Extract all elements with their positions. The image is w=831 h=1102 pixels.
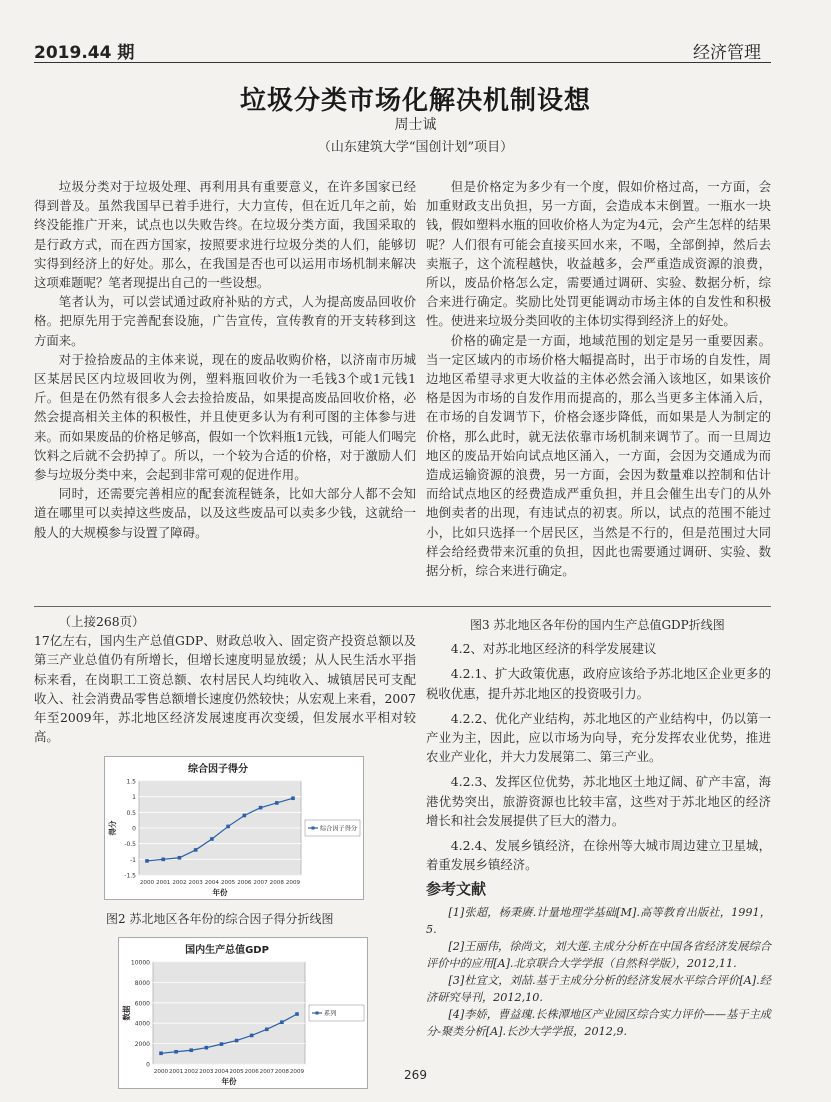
reference-item: [1]张超，杨秉赓.计量地理学基础[M].高等教育出版社，1991，5. [426, 905, 771, 936]
x-tick-label: 2003 [188, 880, 203, 887]
y-tick-label: 1.5 [126, 778, 136, 786]
suggestion: 4.2.1、扩大政策优惠，政府应该给予苏北地区企业更多的税收优惠，提升苏北地区的投资吸引力。 [426, 666, 771, 701]
data-point [189, 1048, 193, 1052]
paragraph: 对于捡拾废品的主体来说，现在的废品收购价格，以济南市历城区某居民区内垃圾回收为例，塑料瓶回收价为一毛钱3个或1元钱1斤。但是在仍然有很多人会去捡拾废品，如果提高废品回收价格，必然会提高相关主体的积极性，并且使更多认为有利可图的主体参与进来。而如果废品的价格足够高，假如一个饮料瓶1元钱，可能人们喝完饮料之后就不会扔掉了。所以，一个较为合适的价格，对于激励人们参与垃圾分类中来，会起到非常可观的促进作用。 [34, 351, 416, 483]
x-tick-label: 2006 [244, 1068, 259, 1075]
x-tick-label: 2007 [259, 1068, 274, 1075]
section-label: 经济管理 [693, 43, 761, 63]
data-point [265, 1027, 269, 1031]
suggestion: 4.2.4、发展乡镇经济，在徐州等大城市周边建立卫星城，着重发展乡镇经济。 [426, 838, 771, 873]
legend-marker [312, 827, 315, 830]
data-point [280, 1020, 284, 1024]
x-tick-label: 2000 [153, 1068, 169, 1075]
data-point [178, 856, 182, 860]
y-axis-label: 数据 [122, 1005, 131, 1021]
x-tick-label: 2005 [220, 880, 236, 887]
data-point [145, 860, 149, 864]
suggestion: 4.2.3、发挥区位优势，苏北地区土地辽阔、矿产丰富，海港优势突出，旅游资源也比较丰富，这些对于苏北地区的经济增长和社会发展提供了巨大的潜力。 [426, 774, 771, 828]
x-tick-label: 2000 [139, 880, 155, 887]
references-heading: 参考文献 [426, 880, 487, 899]
chart-title: 综合因子得分 [188, 764, 248, 776]
y-tick-label: 0 [146, 1061, 150, 1069]
reference-item: [4]李娇，曹益瑰.长株潭地区产业园区综合实力评价——基于主成分-聚类分析[A].长沙大学学报，2012,9. [426, 1007, 771, 1038]
paragraph: 17亿左右，国内生产总值GDP、财政总收入、固定资产投资总额以及第三产业总值仍有所增长，但增长速度明显放缓；从人民生活水平指标来看，在岗职工工资总额、农村居民人均纯收入、城镇居民可支配收入、社会消费品零售总额增长速度仍然较快；从宏观上来看，2007年至2009年，苏北地区经济发展速度再次变缓，但发展水平相对较高。 [34, 633, 416, 745]
section-4-column [426, 616, 771, 1040]
data-point [194, 849, 198, 853]
data-point [291, 797, 295, 801]
paragraph: 价格的确定是一方面，地域范围的划定是另一重要因素。当一定区域内的市场价格大幅提高时，出于市场的自发性，周边地区希望寻求更大收益的主体必然会涌入该地区，如果该价格是因为市场的自发作用而提高的，那么当更多主体涌入后，在市场的自发调节下，价格会逐步降低，而如果是人为制定的价格，那么此时，就无法依靠市场机制来调节了。而一旦周边地区的废品开始向试点地区涌入，一方面，会因为交通成为而造成运输资源的浪费，另一方面，会因为数量难以控制和估计而给试点地区的经费造成严重负担，并且会催生出专门的从外地倒卖者的出现，有违试点的初衷。所以，试点的范围不能过小，比如只选择一个居民区，当然是不行的，但是范围过大同样会给经费带来沉重的负担，因此也需要通过调研、实验、数据分析，综合来进行确定。 [426, 332, 771, 579]
y-tick-label: 2000 [134, 1040, 150, 1048]
chart-title: 国内生产总值GDP [185, 944, 269, 956]
y-tick-label: -1 [130, 857, 136, 865]
x-tick-label: 2005 [229, 1068, 244, 1075]
legend-label: 系列 [324, 1010, 337, 1018]
page-number: 269 [404, 1068, 427, 1082]
y-tick-label: -0.5 [124, 841, 136, 849]
data-point [235, 1039, 239, 1043]
data-point [161, 858, 165, 862]
y-tick-label: 4000 [134, 1020, 150, 1028]
reference-item: [2]王丽伟，徐尚文，刘大莲.主成分分析在中国各省经济发展综合评价中的应用[A].北京联合大学学报（自然科学版），2012,11. [426, 939, 771, 970]
article-affiliation: （山东建筑大学“国创计划”项目） [317, 140, 514, 155]
paragraph: 但是价格定为多少有一个度，假如价格过高，一方面，会加重财政支出负担，另一方面，会造成本末倒置。一瓶水一块钱，假如塑料水瓶的回收价格人为定为4元，会产生怎样的结果呢？人们很有可能会直接买回水来，不喝，全部倒掉，然后去卖瓶子，这个流程越快，收益越多，会严重造成资源的浪费，所以，废品价格怎么定，需要通过调研、实验、数据分析，综合来进行确定。奖励比处罚更能调动市场主体的自发性和积极性。使进来垃圾分类回收的主体切实得到经济上的好处。 [426, 179, 771, 329]
data-point [259, 806, 263, 810]
x-tick-label: 2004 [214, 1068, 229, 1075]
data-point [205, 1046, 209, 1050]
paragraph: 同时，还需要完善相应的配套流程链条，比如大部分人都不会知道在哪里可以卖掉这些废品，以及这些废品可以卖多少钱，这就给一般人的大规模参与设置了障碍。 [34, 486, 416, 540]
y-axis-label: 得分 [108, 820, 117, 836]
y-tick-label: 10000 [130, 959, 150, 967]
paragraph: 笔者认为，可以尝试通过政府补贴的方式，人为提高废品回收价格。把原先用于完善配套设施，广告宣传，宣传教育的开支转移到这方面来。 [34, 294, 416, 348]
x-tick-label: 2001 [168, 1068, 184, 1075]
plot-area [153, 962, 305, 1064]
issue-label: 2019.44 期 [34, 43, 135, 63]
x-tick-label: 2009 [289, 1068, 305, 1075]
y-tick-label: -1.5 [124, 872, 136, 880]
x-tick-label: 2007 [253, 880, 268, 887]
continued-column [34, 612, 416, 1094]
factor-score-chart [104, 756, 364, 900]
suggestion: 4.2.2、优化产业结构，苏北地区的产业结构中，仍以第一产业为主，因此，应以市场为向导，充分发挥农业优势，推进农业产业化，并大力发展第二、第三产业。 [426, 710, 771, 765]
header-rule [34, 62, 771, 63]
x-axis-label: 年份 [221, 1076, 237, 1086]
data-point [243, 814, 247, 818]
x-tick-label: 2002 [172, 880, 187, 887]
references-list [426, 904, 771, 1040]
y-tick-label: 8000 [134, 979, 150, 987]
article-author: 周士诚 [394, 117, 437, 133]
x-axis-label: 年份 [212, 888, 228, 898]
data-point [174, 1050, 178, 1054]
figure-2 [104, 756, 364, 905]
x-tick-label: 2009 [285, 880, 301, 887]
y-tick-label: 6000 [134, 1000, 150, 1008]
data-point [275, 802, 279, 806]
x-tick-label: 2004 [204, 880, 220, 887]
section-heading: 4.2、对苏北地区经济的科学发展建议 [450, 641, 657, 657]
x-tick-label: 2008 [269, 880, 284, 887]
paragraph: 垃圾分类对于垃圾处理、再利用具有重要意义，在许多国家已经得到普及。虽然我国早已着手进行，大力宣传，但在近几年之前，始终没能推广开来，试点也以失败告终。在垃圾分类方面，我国采取的是行政方式，而在西方国家，按照要求进行垃圾分类的人们，能够切实得到经济上的好处。那么，在我国是否也可以运用市场机制来解决这项难题呢？笔者现提出自己的一些设想。 [34, 179, 416, 291]
data-point [295, 1012, 299, 1016]
figure-3-caption: 图3 苏北地区各年份的国内生产总值GDP折线图 [470, 618, 725, 632]
x-tick-label: 2003 [199, 1068, 214, 1075]
body-left-column [34, 177, 416, 542]
article-title: 垃圾分类市场化解决机制设想 [239, 86, 591, 116]
data-point [226, 825, 230, 829]
data-point [250, 1033, 254, 1037]
body-right-column [426, 177, 771, 580]
gdp-chart [118, 937, 368, 1089]
x-tick-label: 2002 [184, 1068, 199, 1075]
x-tick-label: 2001 [156, 880, 171, 887]
legend-marker [316, 1011, 319, 1014]
data-point [210, 838, 214, 842]
figure-2-caption: 图2 苏北地区各年份的综合因子得分折线图 [106, 911, 334, 926]
x-tick-label: 2008 [274, 1068, 290, 1075]
y-tick-label: 0.5 [126, 810, 136, 818]
legend-label: 综合因子得分 [320, 825, 358, 833]
data-point [220, 1042, 224, 1046]
reference-item: [3]杜宜文，刘喆.基于主成分分析的经济发展水平综合评价[A].经济研究导刊，2012,10. [426, 973, 771, 1004]
article-divider [34, 606, 771, 607]
data-point [159, 1051, 163, 1055]
y-tick-label: 1 [132, 794, 136, 802]
x-tick-label: 2006 [237, 880, 252, 887]
continued-note: （上接268页） [58, 614, 145, 629]
y-tick-label: 0 [132, 825, 136, 833]
